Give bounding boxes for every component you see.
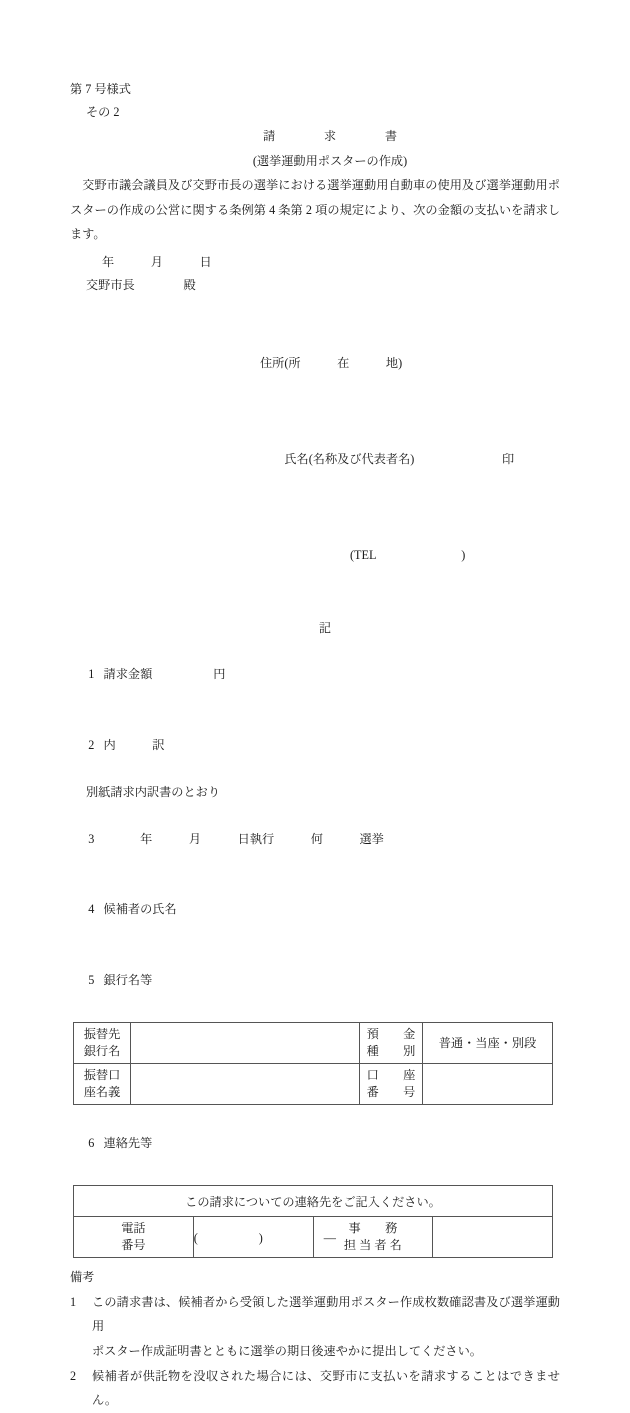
item-1-label: 請求金額	[103, 667, 153, 682]
item-2-label: 内 訳	[103, 737, 165, 752]
remark-1-num: 1	[70, 1294, 77, 1309]
remark-1-cont: ポスター作成証明書とともに選挙の期日後速やかに提出してください。	[92, 1343, 482, 1358]
remark-1	[70, 1290, 560, 1364]
item-6-num: 6	[88, 1136, 95, 1151]
name-field-label: 氏名(名称及び代表者名)	[284, 451, 415, 466]
bank-name-input-cell[interactable]	[131, 1022, 360, 1063]
item-2-detail: 別紙請求内訳書のとおり	[86, 784, 221, 799]
item-1-num: 1	[88, 667, 95, 682]
document-content	[70, 78, 560, 1413]
form-sub-number: その 2	[86, 105, 120, 119]
item-3	[70, 804, 560, 875]
remark-2-text: 候補者が供託物を没収された場合には、交野市に支払いを請求することはできません。	[92, 1368, 560, 1408]
table-row	[74, 1022, 553, 1063]
addressee-line: 交野市長 殿	[86, 277, 196, 292]
account-holder-input-cell[interactable]	[131, 1063, 360, 1104]
seal-mark: 印	[502, 451, 515, 466]
date-line: 年 月 日	[102, 254, 212, 269]
phone-number-input-cell[interactable]: ( ) —	[193, 1217, 313, 1258]
signature-block	[70, 303, 560, 615]
staff-name-input-cell[interactable]	[433, 1217, 553, 1258]
item-4-label: 候補者の氏名	[103, 902, 177, 917]
item-5	[70, 945, 560, 1016]
item-3-num: 3	[88, 831, 95, 846]
item-6	[70, 1109, 560, 1180]
item-2-num: 2	[88, 737, 95, 752]
tel-field-label: (TEL )	[350, 547, 466, 562]
item-4-num: 4	[88, 902, 95, 917]
staff-name-label: 事 務 担 当 者 名	[313, 1217, 433, 1258]
item-4	[70, 875, 560, 946]
item-3-label: 年 月 日執行 何 選挙	[103, 831, 384, 846]
item-2	[70, 710, 560, 781]
body-paragraph: 交野市議会議員及び交野市長の選挙における選挙運動用自動車の使用及び選挙運動用ポスターの作成の公営に関する条例第 4 条第 2 項の規定により、次の金額の支払いを請求します。	[70, 178, 560, 242]
bank-table	[73, 1022, 553, 1105]
account-number-label: 口 座 番 号	[360, 1063, 423, 1104]
remarks-heading: 備考	[70, 1270, 95, 1285]
deposit-kind-label: 預 金 種 別	[360, 1022, 423, 1063]
table-row	[74, 1217, 553, 1258]
table-row	[74, 1063, 553, 1104]
ki-mark: 記	[318, 620, 332, 635]
address-field-label: 住所(所 在 地)	[260, 355, 403, 370]
item-5-num: 5	[88, 972, 95, 987]
account-number-input-cell[interactable]	[423, 1063, 553, 1104]
form-number: 第 7 号様式	[70, 82, 131, 96]
deposit-kind-options[interactable]: 普通・当座・別段	[423, 1022, 553, 1063]
account-holder-label: 振替口 座名義	[74, 1063, 131, 1104]
item-5-label: 銀行名等	[103, 972, 153, 987]
remark-2-num: 2	[70, 1368, 77, 1383]
bank-name-label: 振替先 銀行名	[74, 1022, 131, 1063]
contact-table	[73, 1185, 553, 1258]
table-row	[74, 1186, 553, 1217]
page-subtitle: (選挙運動用ポスターの作成)	[252, 154, 408, 168]
item-6-label: 連絡先等	[103, 1136, 153, 1151]
remark-2	[70, 1364, 560, 1413]
contact-table-header: この請求についての連絡先をご記入ください。	[74, 1186, 553, 1217]
item-1	[70, 640, 560, 711]
remark-1-text: この請求書は、候補者から受領した選挙運動用ポスター作成枚数確認書及び選挙運動用	[92, 1294, 560, 1334]
item-1-unit: 円	[213, 667, 226, 682]
page-title: 請 求 書	[262, 129, 398, 143]
phone-number-label: 電話 番号	[74, 1217, 194, 1258]
name-field-row	[260, 423, 560, 495]
